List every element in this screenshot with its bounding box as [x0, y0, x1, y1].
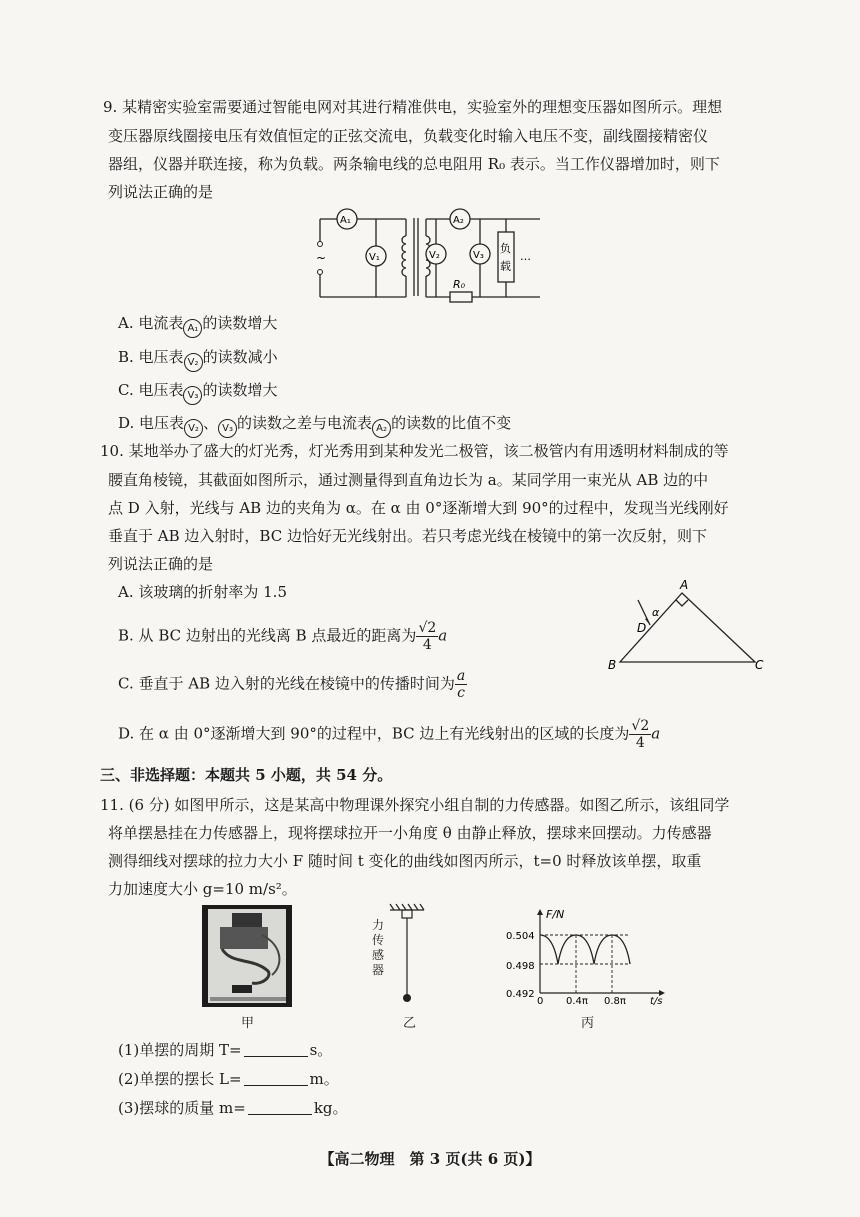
force-time-chart: [500, 905, 680, 1005]
q9-option-a: A. 电流表 A₁ 的读数增大: [118, 313, 277, 338]
load-label-1: 负: [500, 242, 511, 255]
q9-option-b: B. 电压表 V₂ 的读数减小: [118, 347, 278, 372]
ammeter-a1-label: A₁: [340, 215, 351, 226]
y-tick-0504: 0.504: [506, 931, 535, 942]
x-tick-08pi: 0.8π: [604, 996, 626, 1005]
voltmeter-v2-symbol: V₂: [184, 419, 203, 438]
q9-option-c: C. 电压表 V₃ 的读数增大: [118, 380, 278, 405]
q10-option-c: C. 垂直于 AB 边入射的光线在棱镜中的传播时间为 $\frac{a}{c}$: [118, 668, 466, 701]
voltmeter-v1-label: V₁: [369, 252, 380, 263]
q10-line-5: 列说法正确的是: [108, 555, 214, 573]
q10-line-3: 点 D 入射，光线与 AB 边的夹角为 α。在 α 由 0°逐渐增大到 90°的过程中，发现当光线刚好: [108, 499, 729, 517]
q9-line-3: 器组，仪器并联连接，称为负载。两条输电线的总电阻用 R₀ 表示。当工作仪器增加时，则下: [108, 155, 720, 173]
q11-sub-1: (1)单摆的周期 T= s。: [118, 1041, 333, 1059]
ammeter-a1-symbol: A₁: [183, 319, 202, 338]
point-d-label: D: [637, 621, 647, 635]
voltmeter-v3-label: V₃: [473, 250, 484, 261]
q9-line-2: 变压器原线圈接电压有效值恒定的正弦交流电，负载变化时输入电压不变，副线圈接精密仪: [108, 127, 709, 145]
q10-line-2: 腰直角棱镜，其截面如图所示，通过测量得到直角边长为 a。某同学用一束光从 AB 边的中: [108, 471, 709, 489]
q10-line-1: 10. 某地举办了盛大的灯光秀，灯光秀用到某种发光二极管，该二极管内有用透明材料制成的等: [100, 442, 729, 460]
voltmeter-v3-symbol: V₃: [218, 419, 237, 438]
y-tick-0498: 0.498: [506, 961, 535, 972]
prism-diagram: [600, 578, 780, 673]
q9-line-4: 列说法正确的是: [108, 183, 214, 201]
x-axis-label: t/s: [650, 996, 663, 1005]
q10-option-a: A. 该玻璃的折射率为 1.5: [118, 583, 287, 601]
y-axis-label: F/N: [546, 908, 565, 921]
ammeter-a2-symbol: A₂: [372, 419, 391, 438]
q11-sub-3: (3)摆球的质量 m= kg。: [118, 1099, 348, 1117]
vertex-a-label: A: [680, 578, 689, 592]
y-tick-0492: 0.492: [506, 989, 535, 1000]
q10-line-4: 垂直于 AB 边入射时，BC 边恰好无光线射出。若只考虑光线在棱镜中的第一次反射，则下: [108, 527, 707, 545]
force-sensor-photo: [202, 905, 292, 1007]
ac-source-symbol: ~: [316, 251, 327, 265]
figure-bing-label: 丙: [581, 1016, 595, 1031]
load-label-2: 载: [500, 260, 511, 273]
vertex-b-label: B: [608, 658, 617, 672]
q11-line-2: 将单摆悬挂在力传感器上，现将摆球拉开一小角度 θ 由静止释放，摆球来回摆动。力传感器: [108, 824, 712, 842]
load-ellipsis: …: [520, 250, 531, 263]
force-curve: [540, 935, 630, 964]
x-tick-04pi: 0.4π: [566, 996, 588, 1005]
voltmeter-v3-symbol: V₃: [183, 386, 202, 405]
angle-alpha-label: α: [652, 606, 660, 619]
q9-option-d: D. 电压表 V₂ 、 V₃ 的读数之差与电流表 A₂ 的读数的比值不变: [118, 413, 511, 438]
answer-blank[interactable]: [244, 1071, 308, 1086]
page-footer: 【高二物理 第 3 页(共 6 页)】: [319, 1150, 541, 1168]
q10-option-b: B. 从 BC 边射出的光线离 B 点最近的距离为 $\frac{√2}{4}$ a: [118, 620, 448, 653]
vertex-c-label: C: [755, 658, 764, 672]
q9-line-1: 9. 某精密实验室需要通过智能电网对其进行精准供电，实验室外的理想变压器如图所示。理想: [103, 98, 723, 116]
q11-line-4: 力加速度大小 g=10 m/s²。: [108, 880, 297, 898]
q11-sub-2: (2)单摆的摆长 L= m。: [118, 1070, 339, 1088]
transformer-circuit-diagram: [310, 204, 550, 304]
figure-yi-label: 乙: [403, 1016, 417, 1031]
q11-line-3: 测得细线对摆球的拉力大小 F 随时间 t 变化的曲线如图丙所示，t=0 时释放该单摆，取重: [108, 852, 702, 870]
figure-jia-label: 甲: [241, 1016, 255, 1031]
sensor-vertical-label: 力 传 感 器: [372, 918, 385, 977]
answer-blank[interactable]: [244, 1042, 308, 1057]
section-3-heading: 三、非选择题：本题共 5 小题，共 54 分。: [100, 766, 393, 784]
voltmeter-v2-symbol: V₂: [184, 353, 203, 372]
q11-line-1: 11. (6 分) 如图甲所示，这是某高中物理课外探究小组自制的力传感器。如图乙所示，该组同学: [100, 796, 730, 814]
q10-option-d: D. 在 α 由 0°逐渐增大到 90°的过程中，BC 边上有光线射出的区域的长度为 $\frac{√2}{4}$ a: [118, 718, 661, 751]
voltmeter-v2-label: V₂: [429, 250, 440, 261]
x-tick-0: 0: [537, 996, 544, 1005]
resistor-r0-label: R₀: [453, 278, 466, 291]
answer-blank[interactable]: [248, 1100, 312, 1115]
ammeter-a2-label: A₂: [453, 215, 464, 226]
